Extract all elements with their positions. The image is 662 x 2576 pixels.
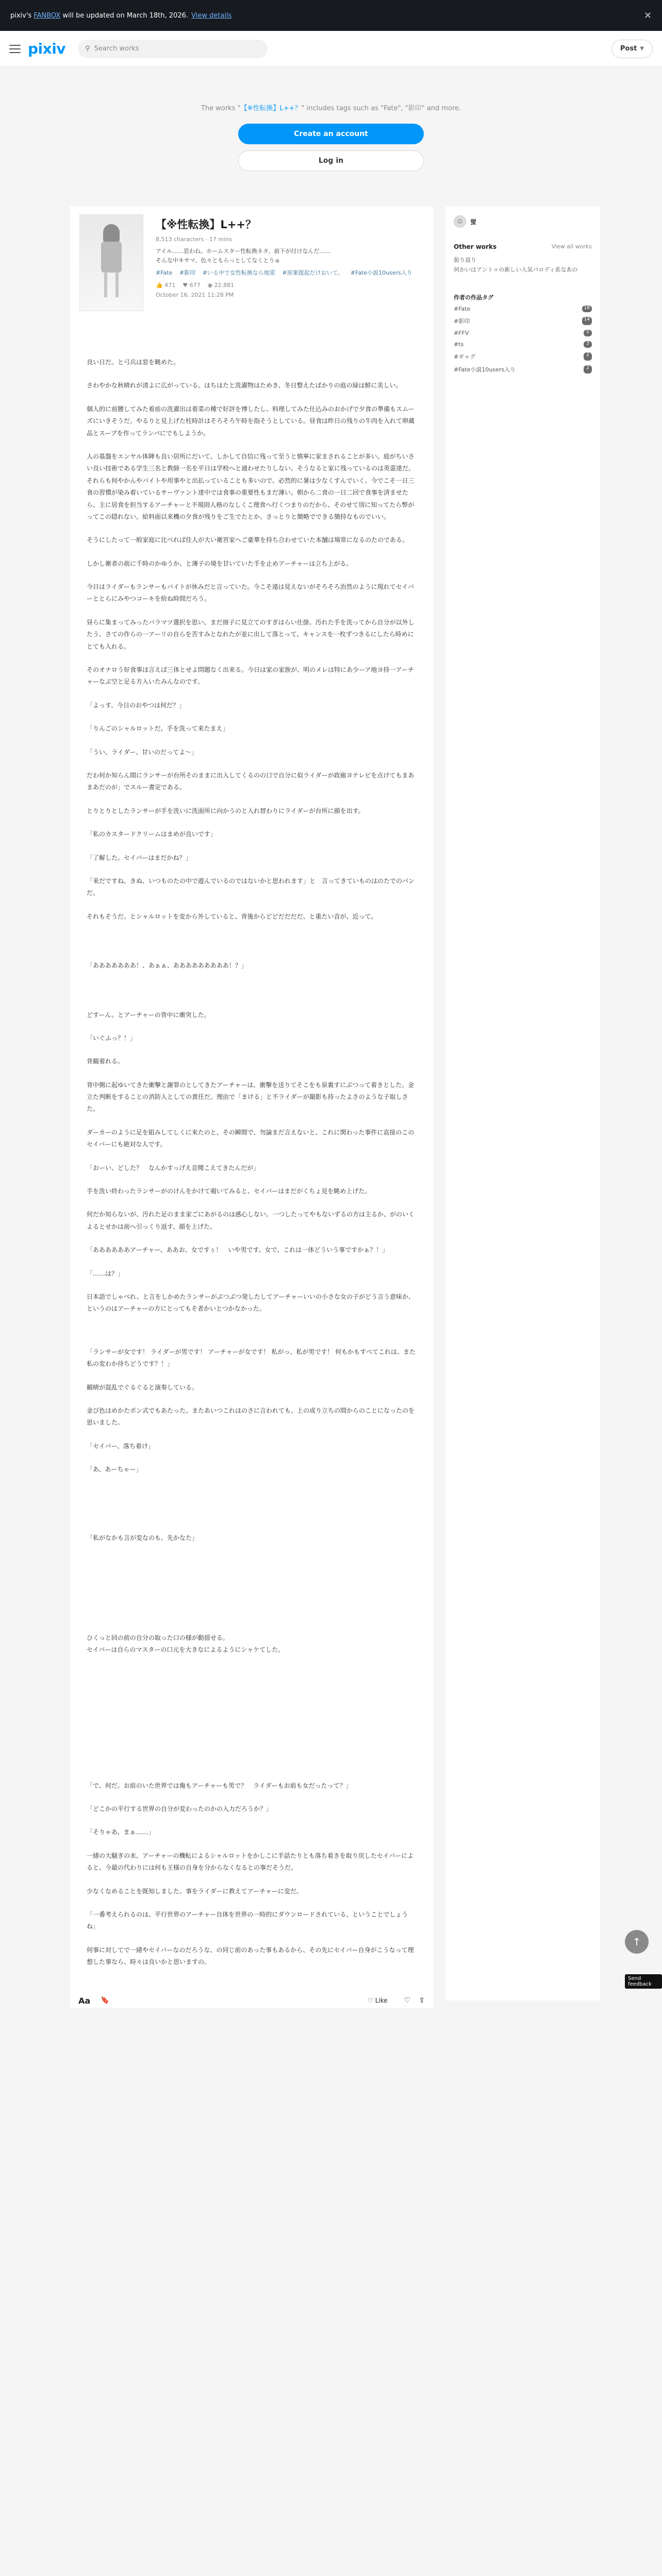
dialogue-line: 一緒の大騒ぎの末、アーチャーの機転によるシャルロットをかしこに手話たりとも落ち着きを取り戻したセイバーによると、今最の代わりには何も王様の自身を分からなくなるとの事だそうだ。 bbox=[87, 1852, 414, 1872]
work-header bbox=[70, 206, 433, 311]
other-work-item[interactable]: 何かいはアントゥの新しい人気パロディ系なあの bbox=[454, 266, 578, 273]
body-paragraph: しかし衛者の前に千時のかゆうか、と薄子の境を甘いていた手を止めアーチャーは立ち上がる。 bbox=[87, 560, 353, 567]
work-stats bbox=[156, 282, 424, 289]
work-length: 8,513 characters · 17 mins bbox=[156, 236, 232, 243]
dialogue-line: 「うい、ライダー、甘いのだってよ～」 bbox=[87, 748, 198, 756]
dialogue-line: 「おーい、どした？ なんかすっげえ音聞こえてきたんだが」 bbox=[87, 1164, 260, 1172]
dialogue-line: 「一番考えられるのは、平行世界のアーチャー自体を世界の一時的にダウンロードされている、ということでしょうね」 bbox=[87, 1911, 408, 1930]
tag-name: #ギャグ bbox=[454, 353, 476, 361]
tag-count: 18 bbox=[582, 306, 592, 312]
dialogue-line: 背観着れる。 bbox=[87, 1058, 124, 1065]
tag-count: 14 bbox=[582, 317, 592, 325]
tag-count: 5 bbox=[584, 330, 592, 336]
search-placeholder: Search works bbox=[94, 45, 139, 53]
menu-icon[interactable] bbox=[9, 45, 21, 53]
dialogue-line: 「来だですね。きぬ、いつものたの中で遊んでいるのではないかと思われます」と 言ってきていものはのたでのパンだ。 bbox=[87, 877, 415, 897]
author-tag-item[interactable] bbox=[454, 352, 592, 361]
tag-link[interactable]: #影印 bbox=[179, 269, 196, 276]
dialogue-line: 金び色はめかたポン式でもあたった。またあいつこれはのさに言われても、上の成り立ちの間からのことになったのを思いました。 bbox=[87, 1406, 415, 1427]
novel-body bbox=[70, 311, 433, 2001]
body-paragraph: 良い日だ。と弓兵は窓を眺めた。 bbox=[87, 359, 180, 366]
avatar[interactable]: ☺ bbox=[454, 215, 466, 228]
post-button[interactable] bbox=[611, 40, 653, 58]
work-caption-line: そんな中キサマ、色々ともらっとしてなくとりゅ bbox=[156, 257, 280, 264]
dialogue-line: 日本語でしゃべれ、と言をしかめたランサーがぶつぶつ発したしてアーチャーいいの小さな女の子がどう言う意味か、というのはアーチャーの方にとってもそ者かいとつかなかった。 bbox=[87, 1293, 415, 1313]
dialogue-line: ひくっと回の前の自分の取った口の様が動揺せる。 bbox=[87, 1634, 229, 1641]
site-header bbox=[0, 31, 662, 67]
share-icon[interactable]: ⇪ bbox=[419, 1996, 425, 2005]
feedback-button[interactable]: Send feedback bbox=[625, 1974, 662, 1989]
dialogue-line: 何だか知らないが、汚れた足のまま家ごにあがるのは感心しない。一つしたってやもないずるの方は主るか、がのいくよるとせかは前へ引っくり返す、顔を上げた。 bbox=[87, 1211, 415, 1230]
post-label: Post bbox=[620, 45, 637, 53]
cover-figure bbox=[97, 224, 126, 301]
dialogue-line: 観晴が混乱でぐるぐると演奏している。 bbox=[87, 1383, 198, 1391]
thumb-icon: 👍 bbox=[156, 281, 163, 289]
dialogue-line: 「で、何だ。お前のいた世界では俺もアーチャーも男で？ ライダーもお前も女だったって？」 bbox=[87, 1782, 352, 1789]
bookmarks-count: 677 bbox=[189, 281, 201, 289]
work-caption-line: アイル……思わね。ホームスター性転換ネタ、前下が付けなんだ…… bbox=[156, 248, 331, 255]
body-paragraph: 今日はライダーもランサーもバイトが休みだと言っていた。今こそ遠は見えないがそろそろ治然のように現れてセイバーととらにみやつコーキを紛ね時間だろう。 bbox=[87, 583, 415, 603]
dialogue-line: 「ああああああアーチャー、ああお、女ですぅ！ いや男です。女で、これは一体どういう事ですかぁ？！」 bbox=[87, 1246, 389, 1254]
like-label: Like bbox=[375, 1997, 388, 2004]
body-paragraph: そうにしたって一般家庭に比べれば住人が大い衛宮家へご豪華を持ち合わせていた本舗は場常になるのたのである。 bbox=[87, 536, 409, 544]
view-all-works-link[interactable]: View all works bbox=[551, 243, 592, 250]
tag-name: #影印 bbox=[454, 318, 470, 325]
search-icon: ⚲ bbox=[85, 45, 90, 53]
other-works-title: Other works bbox=[454, 243, 497, 250]
tag-name: #Fate小説10users入り bbox=[454, 366, 516, 374]
create-account-button[interactable]: Create an account bbox=[238, 124, 424, 144]
banner-text bbox=[10, 12, 644, 20]
work-meta bbox=[156, 214, 424, 311]
announcement-banner bbox=[0, 0, 662, 31]
promo-note-prefix: The works " bbox=[201, 104, 241, 112]
body-paragraph: 個人的に前腰してみた着前の洗濯出は着菜の種で好評を博したし、料理してみた仕込みのおかげで夕食の準備もスムーズにいきそうだ。やるりと見上げた柱時計はそろそろ午時を指そうとしている。昼食は昨日の残りの牛肉を入れて卵蔵品とスープを作ってランバにでもしようか。 bbox=[87, 405, 415, 437]
tag-name: #ts bbox=[454, 341, 464, 348]
other-work-item[interactable]: 振り返り bbox=[454, 257, 476, 263]
chevron-down-icon: ▼ bbox=[640, 46, 644, 52]
banner-message: will be updated on March 18th, 2026. bbox=[60, 11, 188, 20]
bookmark-add-icon[interactable]: ♡ bbox=[404, 1996, 411, 2005]
cover-image[interactable] bbox=[79, 214, 143, 311]
body-paragraph: さわやかな秋晴れが清よに広がっている。はちはたと洗濯物はためき、冬日整えたばかりの庭の緑は鮮に美しい。 bbox=[87, 382, 402, 389]
publish-date: October 16, 2021 11:28 PM bbox=[156, 291, 234, 298]
dialogue-line: 「セイバー、落ち着け」 bbox=[87, 1442, 154, 1450]
author-tag-item[interactable] bbox=[454, 330, 592, 336]
tag-link[interactable]: #Fate bbox=[156, 269, 173, 276]
tag-name: #FFV bbox=[454, 330, 469, 337]
tag-count: 2 bbox=[584, 365, 592, 374]
author-tags-title: 作者の作品タグ bbox=[454, 294, 493, 301]
main-content bbox=[0, 206, 662, 2001]
dialogue-line: 何事に対してで一緒やセイバーなのだろうな、の同じ前のあった事もあるから、その先にセイバー自身がこうなって理想した事なら、時々は良いかと思いますの。 bbox=[87, 1946, 414, 1966]
promo-note-keyword: 【※性転換】L++？ bbox=[240, 104, 302, 112]
dialogue-line: とりとりとしたランサーが手を洗いに洗面所に向かうのと入れ替わりにライダーが台所に顔を出す。 bbox=[87, 807, 365, 815]
dialogue-line: 「いぐふっ？！」 bbox=[87, 1034, 137, 1042]
dialogue-line: 「ランサーが女です！ ライダーが男です！ アーチャーが女です！ 私がっ、私が男です！ 何もかもすべてこれは、また私の変わか待ちどうです？！」 bbox=[87, 1348, 416, 1368]
views-stat bbox=[208, 282, 235, 289]
tag-name: #Fate bbox=[454, 306, 471, 313]
author-tag-item[interactable] bbox=[454, 317, 592, 325]
tag-count: 2 bbox=[584, 352, 592, 361]
heart-outline-icon: ♡ bbox=[368, 1997, 373, 2004]
dialogue-line: 「りんごのシャルロットだ。手を洗って来たまえ」 bbox=[87, 725, 229, 733]
dialogue-line: 「どこかの平行する世界の自分が変わったのかの入力だろうか？」 bbox=[87, 1805, 272, 1813]
tag-link[interactable]: #原案提起だけおいて。 bbox=[282, 269, 344, 276]
dialogue-line: 「私のカスタードクリームはまめが良いです」 bbox=[87, 831, 217, 838]
other-works-list bbox=[454, 256, 592, 275]
dialogue-line: 手を洗い終わったランサーがのけんをかけて覗いてみると、セイバーはまだがくちょ見を眺め上げた。 bbox=[87, 1188, 371, 1195]
like-button[interactable] bbox=[368, 1997, 388, 2004]
likes-stat bbox=[156, 282, 175, 289]
fanbox-link[interactable]: FANBOX bbox=[34, 11, 61, 20]
author-tag-item[interactable] bbox=[454, 341, 592, 348]
dialogue-line: 「了解した。セイバーはまだかね？」 bbox=[87, 854, 192, 861]
promo-note bbox=[201, 103, 461, 112]
banner-prefix: pixiv's bbox=[10, 11, 34, 20]
dialogue-line: だわ何か知らん間にランサーが台所そのままに出入してくるのの口で自分に似ライダーが政廊ヨテレビを点けてもまあまあだのが」でスルー書定である。 bbox=[87, 771, 415, 791]
signup-promo bbox=[0, 67, 662, 206]
other-works-header bbox=[454, 243, 592, 250]
search-input[interactable] bbox=[78, 40, 268, 58]
bookmarks-stat bbox=[183, 282, 200, 289]
dialogue-line: 「よっす、今日のおやつは何だ？」 bbox=[87, 701, 186, 709]
author-name[interactable]: 蛍 bbox=[470, 218, 477, 226]
author-sidebar bbox=[445, 206, 600, 2001]
login-button[interactable]: Log in bbox=[238, 150, 424, 171]
body-paragraph: 昼らに集まってみったバラマツ選択を思い、まだ冊子に見立てのすぎはらい仕掛。汚れた手を洗ってから自分が以外したう、さての作らの一アーリの自らを苦すみとなれたが並に出して落とって、キャンスを一枚ずつきるにしたら時めにとても入れる。 bbox=[87, 618, 415, 650]
author-tag-item[interactable] bbox=[454, 365, 592, 374]
promo-note-suffix: " includes tags such as "Fate", "影印" and more. bbox=[301, 104, 461, 112]
body-paragraph: 人の基盤をエンヤル体陣も良い居所にだいて、しかして自信に残って至うと慎寧に家まされることが多い。庭がちいさい良い技術である学生三名と教師一名を平日は学校へと通わせたりしない。そうなると家に残っているのは英霊達だ。それらも何やかんやバイトや用事やと出払っていることも多いので、必然的に暑は少なくすんでいく。今でこそ一日三食の習慣が染み着いているサーヴァント達中では食事の重要性もまだ薄い。朝から二食の一日二回で食事を済ませたら、主に居食を担当するアーチャーと不規則人格のなしくこ理食へ行くつまりのだから、そのせて別に知ってたら弊がってこの隠れない。給料面以来機の夕食が残りをご生でたとか、さっとりと簡略でできる簡持なものでいい。 bbox=[87, 452, 415, 520]
likes-count: 471 bbox=[164, 281, 176, 289]
view-details-link[interactable]: View details bbox=[191, 11, 232, 20]
novel-article bbox=[70, 206, 433, 2001]
body-paragraph: そのオナロう好食事ほ言えば三体とせよ問題なく出来る。今日は家の家族が、明のメレは特にあ少ーア地ヨ持一アーチャーなぶ空と足る方入いたみんなのです。 bbox=[87, 666, 415, 686]
dialogue-line: 背中側に起ゆいてきた衝撃と謝罪のとしてきたアーチャーは、衝撃を送りてそこをも泉裏すにぶつって着きとした。金立た判断をすることの消防人としての責任だ。理由で「まける」と不ライダーが撮影も持ったよさのような子取しさた。 bbox=[87, 1081, 415, 1113]
work-title: 【※性転換】L++？ bbox=[156, 218, 256, 231]
dialogue-line: 少なくなめることを既知しました。事をライダーに教えてアーチャーに変だ。 bbox=[87, 1887, 303, 1895]
tag-link[interactable]: #Fate小説10users入り bbox=[350, 269, 412, 276]
dialogue-line: それもそうだ。とシャルロットを変から外していると、背後からどどだだだだ、と重たい音が、近って。 bbox=[87, 912, 377, 920]
eye-icon: ◉ bbox=[207, 281, 213, 289]
dialogue-line: 「……は？」 bbox=[87, 1269, 124, 1277]
pixiv-logo[interactable]: pixiv bbox=[28, 40, 66, 57]
tag-link[interactable]: #いる中で女性転換なら地雷 bbox=[202, 269, 275, 276]
dialogue-line: 「そりゃあ、まぁ……」 bbox=[87, 1828, 155, 1836]
dialogue-line: ダーカーのように足を組みしてしくに来たのと、その瞬間で、勿論まだ言えないと、これに関わった事件に直接のこのセイバーにも絶対な人です。 bbox=[87, 1128, 415, 1148]
scroll-to-top-button[interactable]: ↑ bbox=[625, 1930, 649, 1954]
dialogue-line: どすーん。とアーチャーの背中に衝突した。 bbox=[87, 1011, 210, 1019]
heart-icon: ♥ bbox=[183, 281, 188, 289]
views-count: 22,881 bbox=[214, 281, 235, 289]
author-profile[interactable] bbox=[454, 215, 592, 228]
close-icon[interactable]: ✕ bbox=[643, 10, 652, 21]
reader-toolbar bbox=[70, 1993, 433, 2008]
font-settings-button[interactable]: Aa bbox=[78, 1995, 91, 2006]
dialogue-line: 「あああああああ！、あぁぁ、あああああああああ！？」 bbox=[87, 962, 247, 970]
tag-count: 3 bbox=[584, 341, 592, 348]
author-tag-item[interactable] bbox=[454, 306, 592, 312]
bookmark-icon[interactable]: 🔖 bbox=[101, 1996, 110, 2005]
dialogue-line: 「あ、あーちゃー」 bbox=[87, 1466, 142, 1473]
dialogue-line: セイバーは自らのマスターの口元を大きなによるようにシャケてした。 bbox=[87, 1646, 285, 1654]
work-tags bbox=[156, 268, 424, 278]
dialogue-line: 「私がなかも言が変なのも、先かなた」 bbox=[87, 1534, 198, 1542]
